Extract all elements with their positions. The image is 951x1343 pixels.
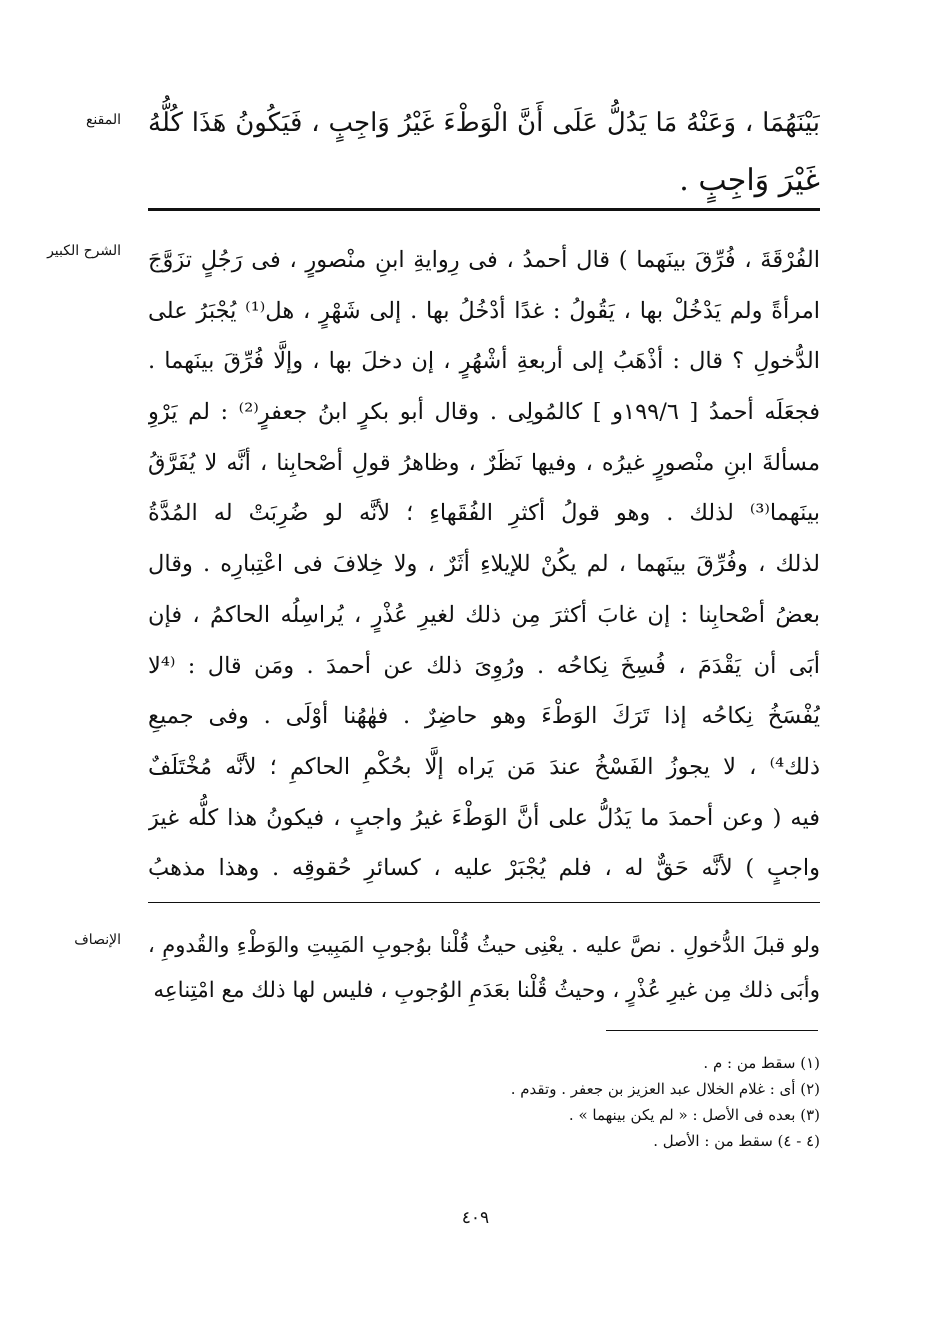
sharh-line: بينَهما⁽³⁾ لذلك . وهو قولُ أكثرِ الفُقَهاءِ ؛ لأنَّه لو ضُرِبَتْ له المُدَّةُ — [148, 500, 820, 527]
insaf-label: الإنصاف — [74, 932, 121, 948]
footnote: (٤ - ٤) سقط من : الأصل . — [653, 1132, 820, 1150]
footnotes — [400, 1050, 820, 1154]
sharh-line: يُفْسَخُ نِكاحُه إذا تَرَكَ الوَطْءَ وهو حاضِرٌ . فهٰهُنا أوْلَى . وفى جميعِ — [148, 703, 820, 730]
muqni-line: غَيْرَ وَاجِبٍ . — [679, 163, 820, 198]
sharh-line: مسألةَ ابنِ منْصورٍ غيرُه ، وفيها نَظَرٌ ، وظاهرُ قولِ أصْحابِنا ، أنَّه لا يُفَرَّقُ — [148, 449, 820, 476]
muqni-line: بَيْنَهُمَا ، وَعَنْهُ مَا يَدُلُّ عَلَى أَنَّ الْوَطْءَ غَيْرُ وَاجِبٍ ، فَيَكُونُ هَذَا كُلُّهُ — [148, 108, 820, 138]
sharh-label: الشرح الكبير — [47, 243, 121, 259]
sharh-line: الفُرْقَةَ ، فُرِّقَ بينَهما ) قال أحمدُ ، فى رِوايةِ ابنِ منْصورٍ ، فى رَجُلٍ تزَوَّجَ — [148, 247, 820, 273]
sharh-line: فيه ( وعن أحمدَ ما يَدُلُّ على أنَّ الوَطْءَ غيرُ واجبٍ ، فيكونُ هذا كلُّه غيرَ — [148, 804, 820, 831]
footnote: (٣) بعده فى الأصل : « لم يكن بينهما » . — [568, 1106, 820, 1124]
section-divider-thin — [148, 902, 820, 903]
insaf-line: وأبَى ذلك مِن غيرِ عُذْرٍ ، وحيثُ قُلْنا بعَدَمِ الوُجوبِ ، فليس لها ذلك مع امْتِناعِه — [153, 978, 820, 1003]
sharh-line: فجعَلَه أحمدُ [ ١٩٩/٦و ] كالمُولِى . وقال أبو بكرٍ ابنُ جعفرٍ⁽²⁾ : لم يَرْوِ — [148, 399, 820, 426]
sharh-text — [148, 235, 820, 894]
insaf-line: ولو قبلَ الدُّخولِ . نصَّ عليه . يعْنِى حيثُ قُلْنا بوُجوبِ المَبِيتِ والوَطْءِ والقُدومِ ، — [148, 933, 820, 957]
sharh-line: امرأةً ولم يَدْخُلْ بها ، يَقُولُ : غدًا أدْخُلُ بها . إلى شَهْرٍ ، هل⁽¹⁾ يُجْبَرُ على — [148, 297, 820, 324]
muqni-text — [148, 94, 820, 210]
footnote-separator — [606, 1030, 818, 1031]
footnote: (٢) أى : غلام الخلال عبد العزيز بن جعفر . وتقدم . — [510, 1080, 820, 1098]
muqni-label: المقنع — [85, 112, 121, 128]
sharh-line: لذلك ، وفُرِّقَ بينَهما ، لم يكُنْ للإيلاءِ أثَرٌ ، ولا خِلافَ فى اعْتِبارِه . وقال — [148, 551, 820, 578]
section-divider-thick — [148, 208, 820, 211]
page-number: ٤٠٩ — [461, 1208, 490, 1228]
sharh-line: ذلك⁴⁾ ، لا يجوزُ الفَسْخُ عندَ مَن يَراه إلَّا بحُكْمِ الحاكمِ ؛ لأنَّه مُخْتَلَفٌ — [148, 753, 820, 780]
sharh-line: بعضُ أصْحابِنا : إن غابَ أكثرَ مِن ذلك لغيرِ عُذْرٍ ، يُراسِلُه الحاكمُ ، فإن — [148, 601, 820, 628]
footnote: (١) سقط من : م . — [703, 1054, 820, 1072]
sharh-line: واجبٍ ) لأنَّه حَقٌّ له ، فلم يُجْبَرْ عليه ، كسائرِ حُقوقِه . وهذا مذهبُ — [148, 855, 820, 882]
insaf-text — [148, 922, 820, 1014]
sharh-line: الدُّخولِ ؟ قال : أذْهَبُ إلى أربعةِ أشْهُرٍ ، إن دخلَ بها ، وإلَّا فُرِّقَ بينَهما . — [148, 348, 820, 375]
sharh-line: أبَى أن يَقْدَمَ ، فُسِخَ نِكاحُه . ورُوِىَ ذلك عن أحمدَ . ومَن قال : ⁽⁴لا — [148, 652, 820, 679]
